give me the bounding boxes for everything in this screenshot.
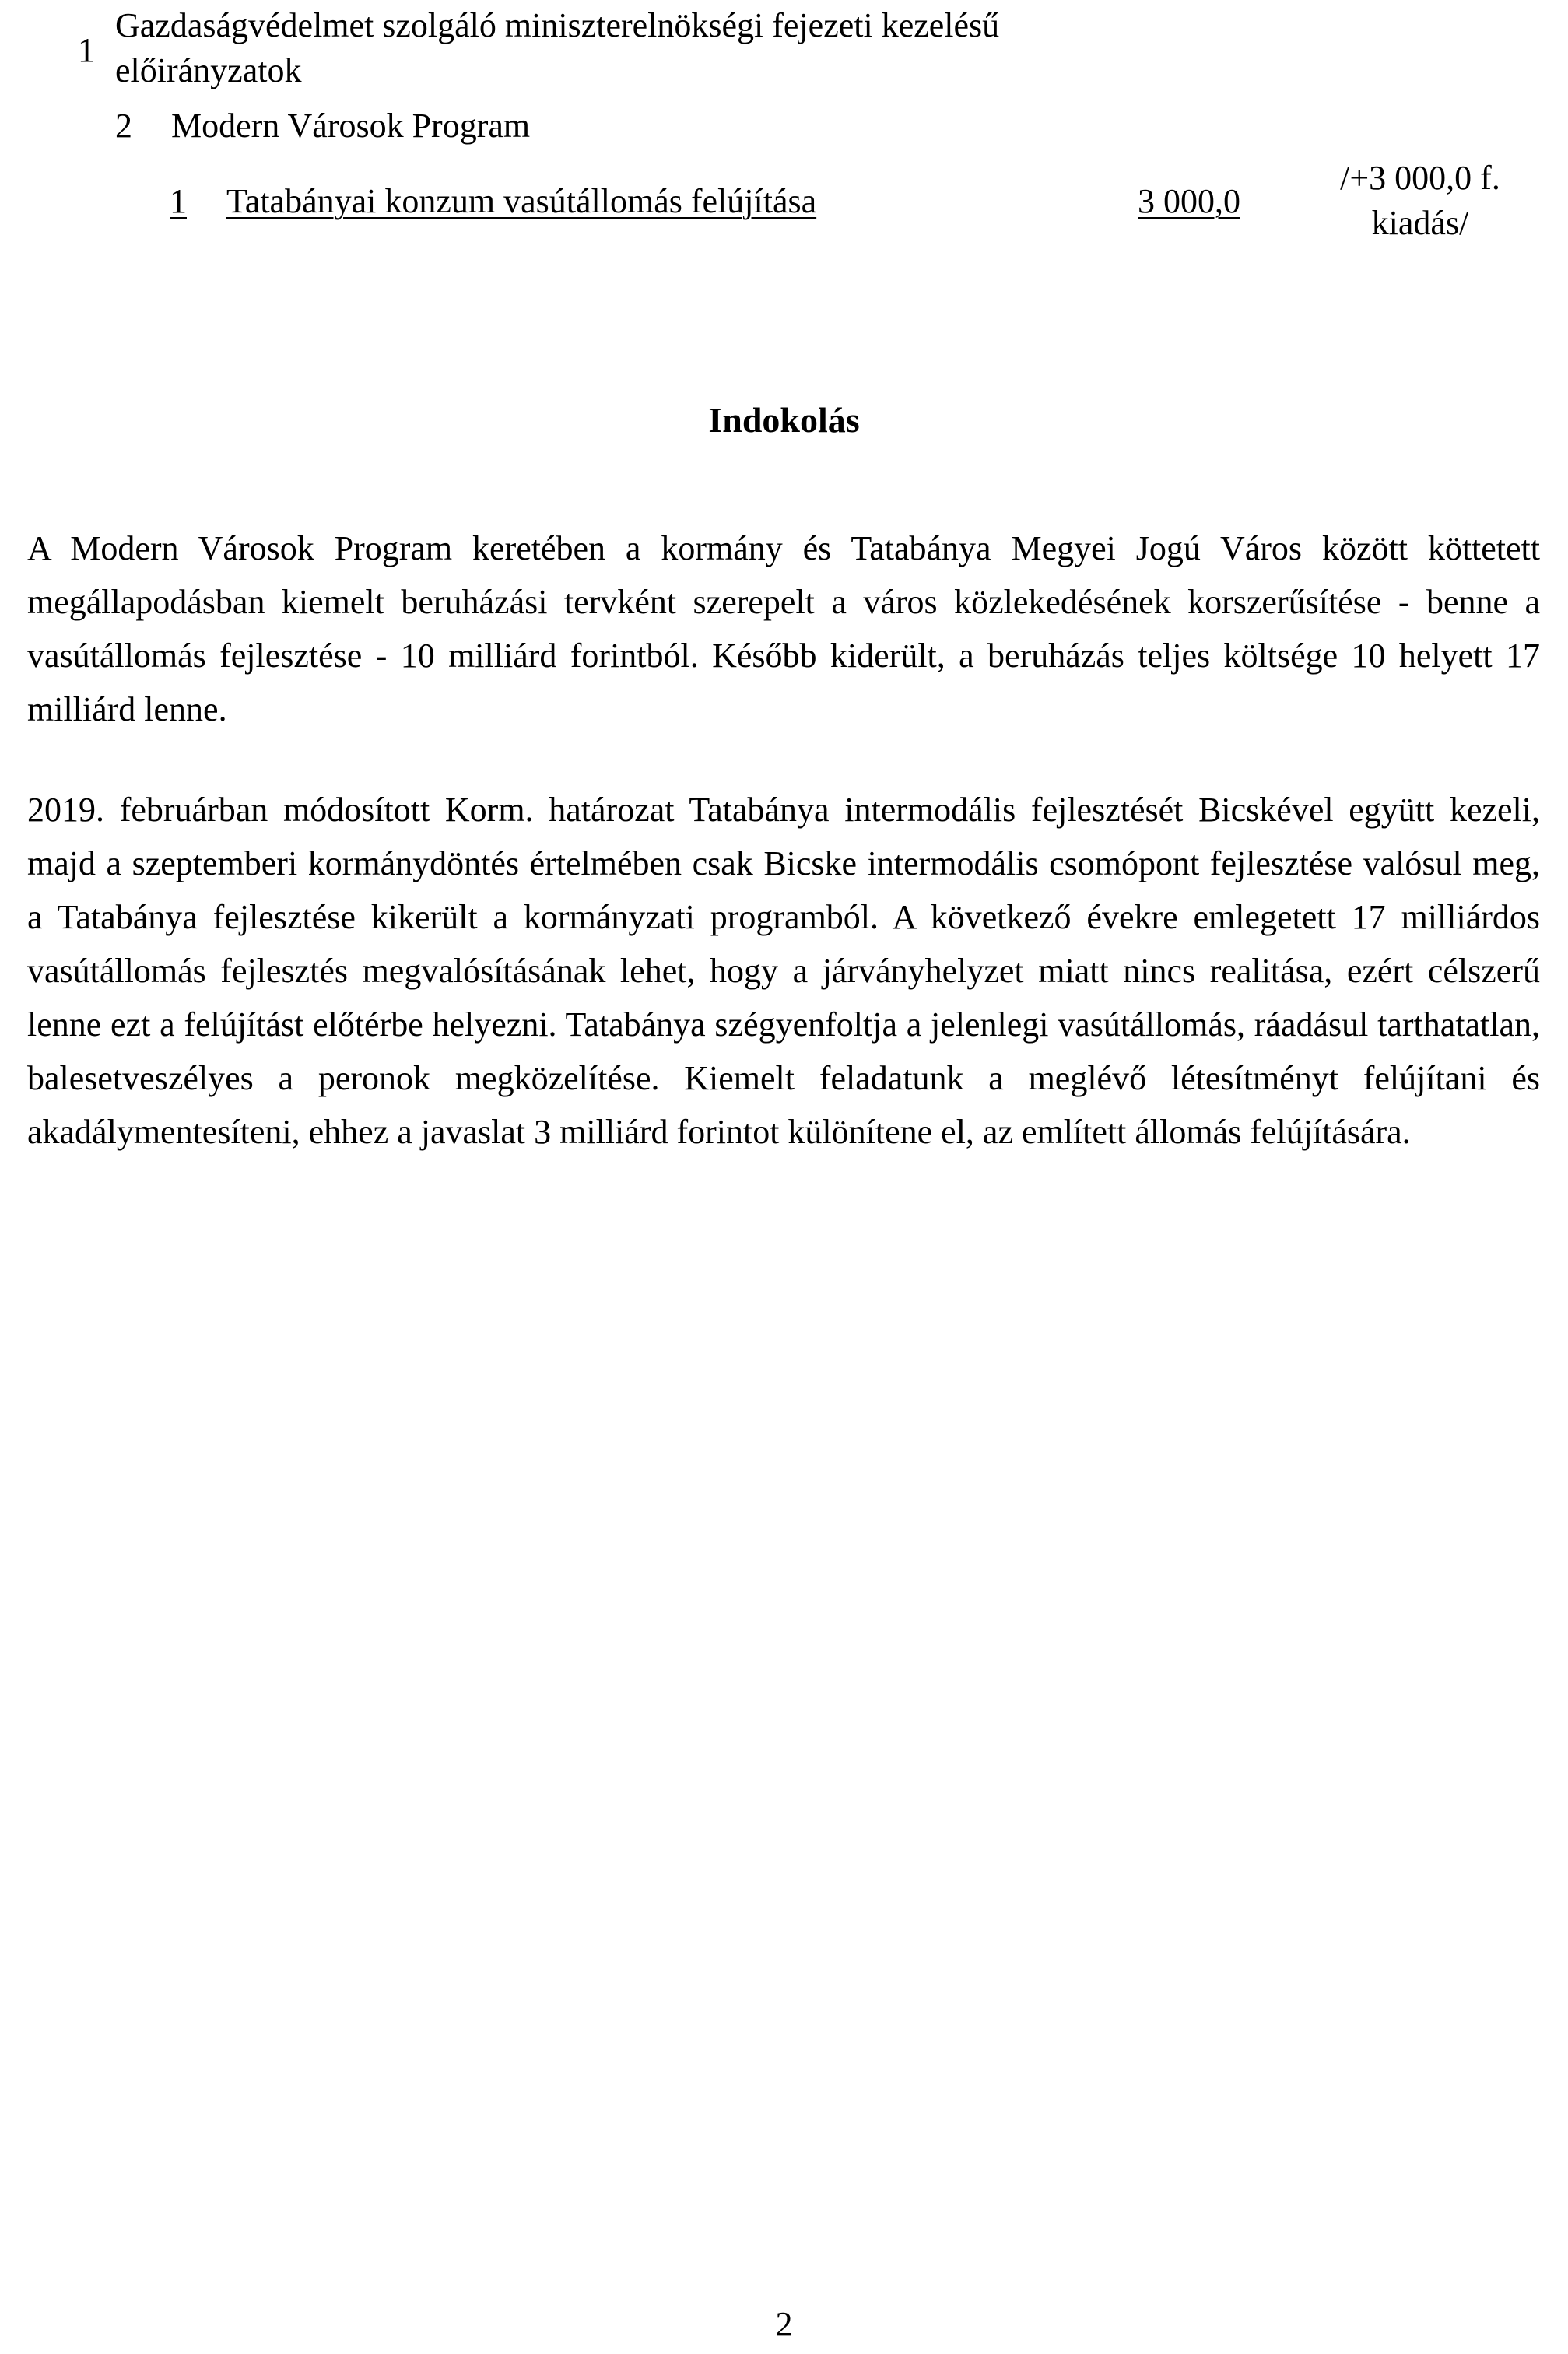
row3-title: Tatabányai konzum vasútállomás felújítása bbox=[226, 182, 817, 220]
row2-title: Modern Városok Program bbox=[171, 107, 531, 145]
row3-note: /+3 000,0 f. kiadás/ bbox=[1340, 159, 1500, 242]
row3-amount: 3 000,0 bbox=[1138, 182, 1240, 220]
justification-paragraph: 2019. februárban módosított Korm. határozat Tatabánya intermodális fejlesztését Bicskével együtt kezeli, majd a szeptemberi kormánydöntés értelmében csak Bicske intermodális csomópont fejlesztése valósul meg, a Tatabánya fejlesztése kikerült a kormányzati programból. A következő évekre emlegetett 17 milliárdos vasútállomás fejlesztés megvalósításának lehet, hogy a járványhelyzet miatt nincs realitása, ezért célszerű lenne ezt a felújítást előtérbe helyezni. Tatabánya szégyenfoltja a jelenlegi vasútállomás, ráadásul tarthatatlan, balesetveszélyes a peronok megközelítése. Kiemelt feladatunk a meglévő létesítményt felújítani és akadálymentesíteni, ehhez a javaslat 3 milliárd forintot különítene el, az említett állomás felújítására. bbox=[27, 791, 1540, 1151]
page-number: 2 bbox=[775, 2305, 793, 2343]
row1-title: Gazdaságvédelmet szolgáló miniszterelnökségi fejezeti kezelésű előirányzatok bbox=[115, 6, 1000, 89]
section-heading: Indokolás bbox=[708, 400, 860, 440]
row1-number: 1 bbox=[78, 31, 95, 69]
row3-number: 1 bbox=[170, 182, 187, 220]
justification-paragraph: A Modern Városok Program keretében a kormány és Tatabánya Megyei Jogú Város között köttetett megállapodásban kiemelt beruházási tervként szerepelt a város közlekedésének korszerűsítése - benne a vasútállomás fejlesztése - 10 milliárd forintból. Később kiderült, a beruházás teljes költsége 10 helyett 17 milliárd lenne. bbox=[27, 529, 1540, 728]
row2-number: 2 bbox=[115, 107, 132, 145]
